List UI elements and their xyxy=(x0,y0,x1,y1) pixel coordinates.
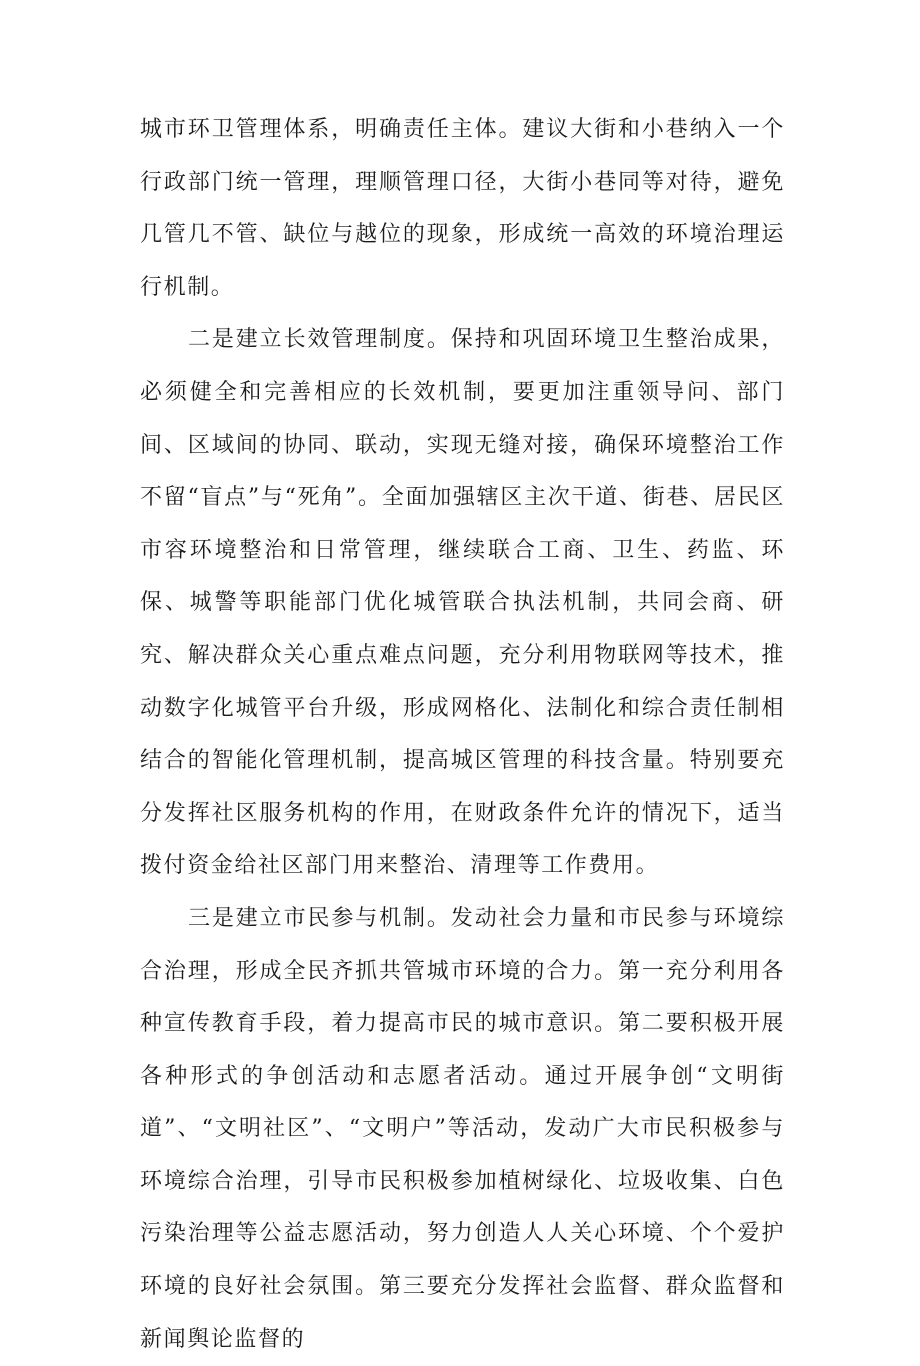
paragraph-long-term-mechanism: 二是建立长效管理制度。保持和巩固环境卫生整治成果，必须健全和完善相应的长效机制，要更加注重领导问、部门间、区域间的协同、联动，实现无缝对接，确保环境整治工作不留“盲点”与“死角”。全面加强辖区主次干道、街巷、居民区市容环境整治和日常管理，继续联合工商、卫生、药监、环保、城警等职能部门优化城管联合执法机制，共同会商、研究、解决群众关心重点难点问题，充分利用物联网等技术，推动数字化城管平台升级，形成网格化、法制化和综合责任制相结合的智能化管理机制，提高城区管理的科技含量。特别要充分发挥社区服务机构的作用，在财政条件允许的情况下，适当拨付资金给社区部门用来整治、清理等工作费用。 xyxy=(140,327,785,879)
document-page xyxy=(140,104,785,1366)
paragraph-citizen-participation: 三是建立市民参与机制。发动社会力量和市民参与环境综合治理，形成全民齐抓共管城市环境的合力。第一充分利用各种宣传教育手段，着力提高市民的城市意识。第二要积极开展各种形式的争创活动和志愿者活动。通过开展争创“文明街道”、“文明社区”、“文明户”等活动，发动广大市民积极参与环境综合治理，引导市民积极参加植树绿化、垃圾收集、白色污染治理等公益志愿活动，努力创造人人关心环境、个个爱护环境的良好社会氛围。第三要充分发挥社会监督、群众监督和新闻舆论监督的 xyxy=(140,905,785,1352)
paragraph-env-management-system: 城市环卫管理体系，明确责任主体。建议大街和小巷纳入一个行政部门统一管理，理顺管理口径，大街小巷同等对待，避免几管几不管、缺位与越位的现象，形成统一高效的环境治理运行机制。 xyxy=(140,117,785,300)
